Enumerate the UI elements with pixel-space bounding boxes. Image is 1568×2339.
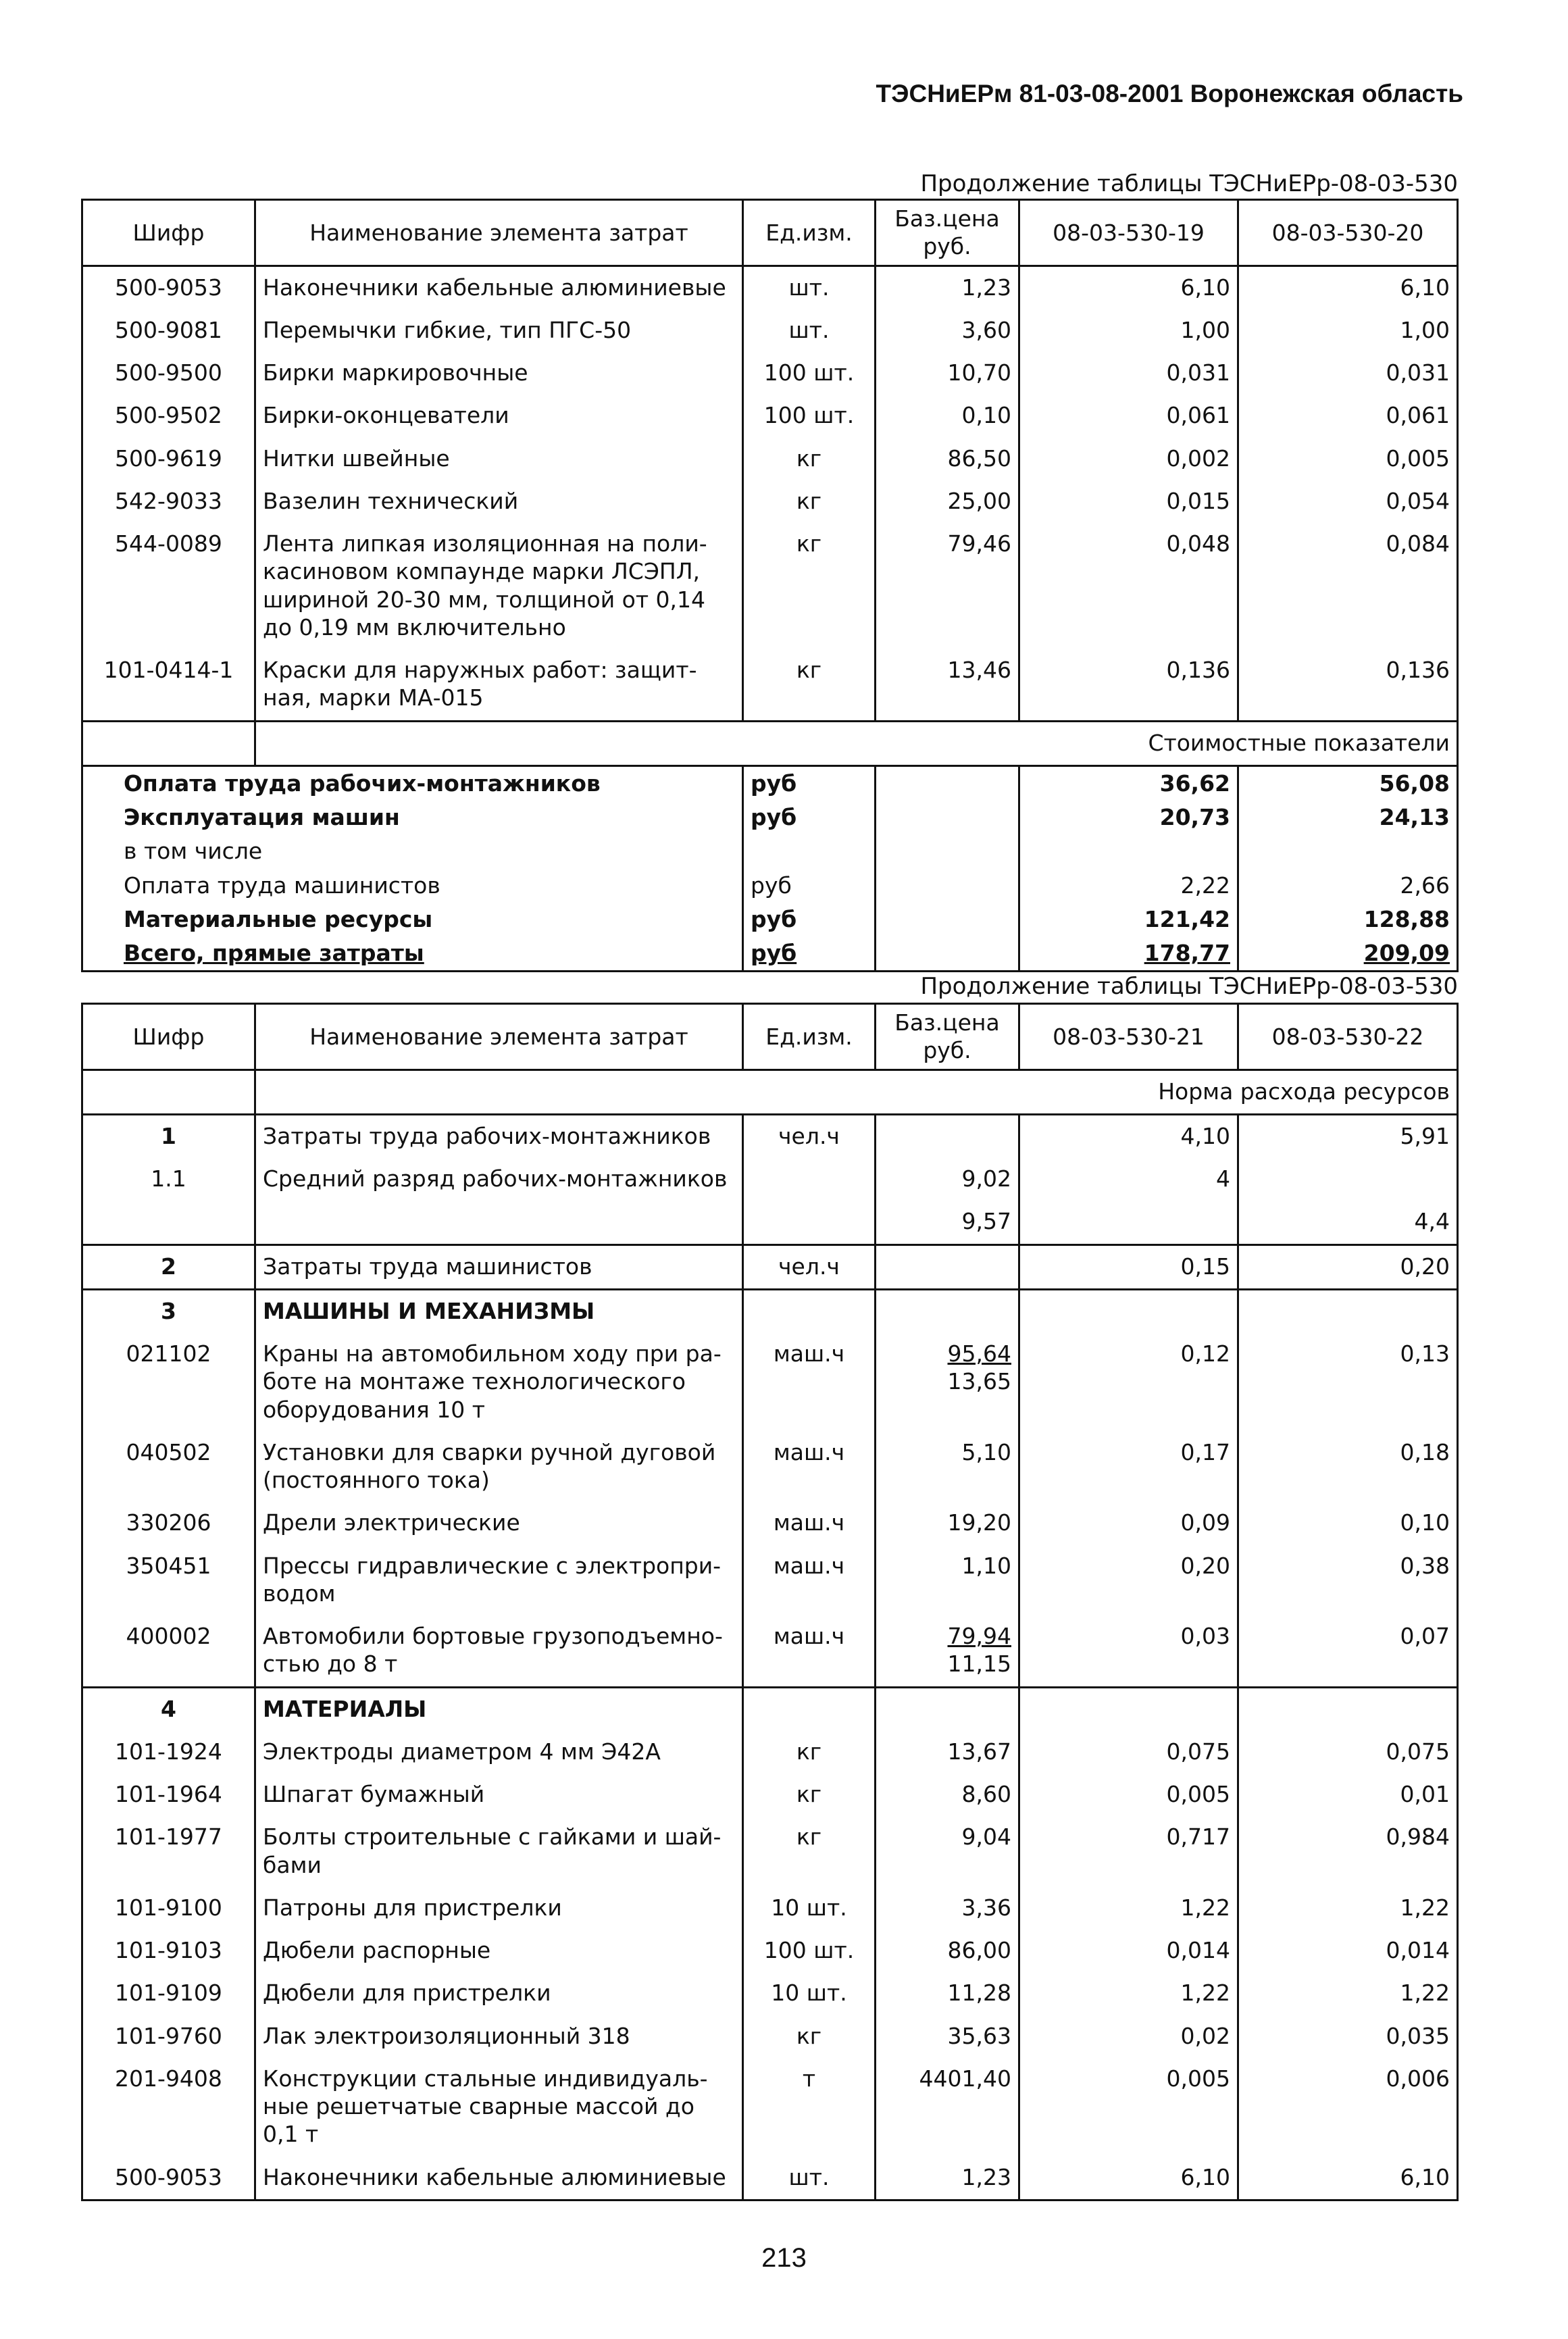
unit-cell: шт. <box>743 309 876 352</box>
name-cell: Дрели электрические <box>255 1502 743 1544</box>
code-cell: 500-9053 <box>82 2157 255 2200</box>
header-price: Баз.цена руб. <box>876 200 1019 266</box>
table1-summary <box>82 765 1458 972</box>
unit-cell: 10 шт. <box>743 1972 876 2015</box>
code-cell: 500-9053 <box>82 266 255 309</box>
section-heading: МАТЕРИАЛЫ <box>255 1687 743 1731</box>
code-cell: 040502 <box>82 1432 255 1503</box>
header-col1: 08-03-530-19 <box>1019 200 1238 266</box>
material-row <box>82 2157 1458 2200</box>
code-cell: 542-9033 <box>82 480 255 523</box>
machine-row <box>82 1615 1458 1687</box>
header-name: Наименование элемента затрат <box>255 1004 743 1070</box>
empty-cell <box>1238 1687 1458 1731</box>
value-col1-cell: 0,03 <box>1019 1615 1238 1687</box>
name-cell: Дюбели распорные <box>255 1930 743 1972</box>
material-row <box>82 2015 1458 2058</box>
value-col2-cell: 1,22 <box>1238 1972 1458 2015</box>
price-cell: 9,04 <box>876 1816 1019 1887</box>
table2-norm-section <box>82 1070 1458 1114</box>
name-cell: Затраты труда машинистов <box>255 1244 743 1289</box>
value-col2-cell: 0,005 <box>1238 438 1458 480</box>
code-cell: 101-9760 <box>82 2015 255 2058</box>
table1-cost-section <box>82 721 1458 765</box>
code-cell: 350451 <box>82 1545 255 1616</box>
code-cell: 3 <box>82 1289 255 1333</box>
spacer-cell <box>82 721 255 765</box>
material-row <box>82 1887 1458 1930</box>
unit-cell: кг <box>743 1731 876 1774</box>
value-col2-cell: 0,984 <box>1238 1816 1458 1887</box>
code-cell: 101-9109 <box>82 1972 255 2015</box>
machine-row <box>82 1502 1458 1544</box>
price-cell <box>876 1432 1019 1503</box>
name-cell: Прессы гидравлические с электропри-водом <box>255 1545 743 1616</box>
value-col1-cell: 6,10 <box>1019 2157 1238 2200</box>
price-cell: 13,67 <box>876 1731 1019 1774</box>
name-cell: Наконечники кабельные алюминиевые <box>255 266 743 309</box>
resource-table-2 <box>81 1003 1459 2201</box>
name-cell: Электроды диаметром 4 мм Э42А <box>255 1731 743 1774</box>
value-col1-cell: 1,00 <box>1019 309 1238 352</box>
unit-cell: кг <box>743 438 876 480</box>
machine-row <box>82 1432 1458 1503</box>
header-col2: 08-03-530-20 <box>1238 200 1458 266</box>
header-unit: Ед.изм. <box>743 200 876 266</box>
summary-name-cell: Всего, прямые затраты <box>82 936 743 972</box>
code-cell: 1 <box>82 1114 255 1158</box>
name-cell: Наконечники кабельные алюминиевые <box>255 2157 743 2200</box>
summary-row <box>82 869 1458 903</box>
table-row <box>82 438 1458 480</box>
table2-header-row <box>82 1004 1458 1070</box>
value-col1-cell: 0,015 <box>1019 480 1238 523</box>
value-col2-cell: 0,13 <box>1238 1333 1458 1432</box>
value-col1-cell: 4 <box>1019 1158 1238 1201</box>
unit-cell: кг <box>743 480 876 523</box>
summary-col1-cell: 20,73 <box>1019 801 1238 834</box>
price-cell: 11,28 <box>876 1972 1019 2015</box>
page-title: ТЭСНиЕРм 81-03-08-2001 Воронежская область <box>876 80 1463 107</box>
value-col1-cell: 0,048 <box>1019 523 1238 649</box>
summary-col2-cell: 128,88 <box>1238 903 1458 936</box>
name-cell: Лента липкая изоляционная на поли-касиновом компаунде марки ЛСЭПЛ, шириной 20-30 мм, толщиной от 0,14 до 0,19 мм включительно <box>255 523 743 649</box>
unit-cell: 100 шт. <box>743 395 876 437</box>
summary-col2-cell: 56,08 <box>1238 765 1458 801</box>
value-col2-cell: 0,10 <box>1238 1502 1458 1544</box>
code-cell: 2 <box>82 1244 255 1289</box>
code-cell: 500-9081 <box>82 309 255 352</box>
labor-row <box>82 1114 1458 1158</box>
value-col2-cell: 0,061 <box>1238 395 1458 437</box>
table1-header-row <box>82 200 1458 266</box>
summary-unit-cell: руб <box>743 801 876 834</box>
empty-cell <box>1019 1687 1238 1731</box>
name-cell: Болты строительные с гайками и шай-бами <box>255 1816 743 1887</box>
price-cell: 25,00 <box>876 480 1019 523</box>
price-cell: 3,60 <box>876 309 1019 352</box>
price-cell: 35,63 <box>876 2015 1019 2058</box>
unit-cell: маш.ч <box>743 1333 876 1432</box>
price-cell: 9,02 <box>876 1158 1019 1201</box>
summary-unit-cell <box>743 834 876 868</box>
code-cell: 201-9408 <box>82 2058 255 2157</box>
price-cell: 86,50 <box>876 438 1019 480</box>
unit-cell: маш.ч <box>743 1615 876 1687</box>
empty-cell <box>876 1687 1019 1731</box>
summary-col2-cell: 2,66 <box>1238 869 1458 903</box>
value-col2-cell <box>1238 1158 1458 1201</box>
name-cell: Нитки швейные <box>255 438 743 480</box>
price-cell: 3,36 <box>876 1887 1019 1930</box>
table1-continuation-label: Продолжение таблицы ТЭСНиЕРр-08-03-530 <box>920 170 1458 197</box>
name-cell: Дюбели для пристрелки <box>255 1972 743 2015</box>
table2-machines <box>82 1289 1458 1687</box>
unit-cell: кг <box>743 649 876 721</box>
price-cell: 0,10 <box>876 395 1019 437</box>
price-value: 19,20 <box>947 1509 1011 1536</box>
machine-row <box>82 1333 1458 1432</box>
code-cell: 500-9502 <box>82 395 255 437</box>
table-row <box>82 352 1458 395</box>
summary-row <box>82 936 1458 972</box>
price-cell: 1,23 <box>876 266 1019 309</box>
value-col2-cell: 0,20 <box>1238 1244 1458 1289</box>
summary-unit-cell: руб <box>743 869 876 903</box>
price-cell: 13,46 <box>876 649 1019 721</box>
name-cell: Краски для наружных работ: защит-ная, марки МА-015 <box>255 649 743 721</box>
value-col2-cell: 0,054 <box>1238 480 1458 523</box>
empty-cell <box>876 1289 1019 1333</box>
machinist-price-value: 13,65 <box>947 1368 1011 1395</box>
value-col2-cell: 0,031 <box>1238 352 1458 395</box>
value-col1-cell: 0,014 <box>1019 1930 1238 1972</box>
unit-cell: кг <box>743 1816 876 1887</box>
unit-cell: кг <box>743 2015 876 2058</box>
material-row <box>82 1930 1458 1972</box>
value-col1-cell: 6,10 <box>1019 266 1238 309</box>
code-cell: 500-9619 <box>82 438 255 480</box>
machine-row <box>82 1545 1458 1616</box>
code-cell: 4 <box>82 1687 255 1731</box>
unit-cell: маш.ч <box>743 1432 876 1503</box>
labor-row <box>82 1158 1458 1201</box>
name-cell: Затраты труда рабочих-монтажников <box>255 1114 743 1158</box>
price-value: 1,10 <box>961 1552 1011 1579</box>
header-code: Шифр <box>82 1004 255 1070</box>
unit-cell: т <box>743 2058 876 2157</box>
spacer-cell <box>82 1070 255 1114</box>
summary-col1-cell <box>1019 834 1238 868</box>
header-unit: Ед.изм. <box>743 1004 876 1070</box>
code-cell: 330206 <box>82 1502 255 1544</box>
value-col1-cell <box>1019 1201 1238 1244</box>
value-col1-cell: 0,005 <box>1019 1774 1238 1816</box>
summary-price-cell <box>876 801 1019 834</box>
price-cell <box>876 1114 1019 1158</box>
labor-row <box>82 1201 1458 1244</box>
unit-cell: маш.ч <box>743 1502 876 1544</box>
value-col1-cell: 0,002 <box>1019 438 1238 480</box>
price-cell: 79,46 <box>876 523 1019 649</box>
summary-price-cell <box>876 834 1019 868</box>
unit-cell <box>743 1201 876 1244</box>
price-cell <box>876 1502 1019 1544</box>
unit-cell: шт. <box>743 2157 876 2200</box>
name-cell: Патроны для пристрелки <box>255 1887 743 1930</box>
summary-unit-cell: руб <box>743 936 876 972</box>
value-col1-cell: 0,075 <box>1019 1731 1238 1774</box>
value-col1-cell: 0,717 <box>1019 1816 1238 1887</box>
price-cell <box>876 1545 1019 1616</box>
value-col2-cell: 0,18 <box>1238 1432 1458 1503</box>
price-cell: 4401,40 <box>876 2058 1019 2157</box>
table-row <box>82 523 1458 649</box>
summary-row <box>82 903 1458 936</box>
price-cell: 86,00 <box>876 1930 1019 1972</box>
summary-col2-cell: 24,13 <box>1238 801 1458 834</box>
summary-col1-cell: 2,22 <box>1019 869 1238 903</box>
summary-name-cell: Материальные ресурсы <box>82 903 743 936</box>
value-col1-cell: 0,09 <box>1019 1502 1238 1544</box>
value-col2-cell: 0,38 <box>1238 1545 1458 1616</box>
name-cell: Краны на автомобильном ходу при ра-боте на монтаже технологического оборудования 10 т <box>255 1333 743 1432</box>
unit-cell: 100 шт. <box>743 1930 876 1972</box>
table-row <box>82 480 1458 523</box>
unit-cell: чел.ч <box>743 1114 876 1158</box>
summary-col1-cell: 178,77 <box>1019 936 1238 972</box>
value-col2-cell: 0,07 <box>1238 1615 1458 1687</box>
code-cell: 101-1924 <box>82 1731 255 1774</box>
name-cell: Бирки-оконцеватели <box>255 395 743 437</box>
summary-name-cell: в том числе <box>82 834 743 868</box>
empty-cell <box>1238 1289 1458 1333</box>
material-row <box>82 1972 1458 2015</box>
unit-cell: 10 шт. <box>743 1887 876 1930</box>
value-col1-cell: 0,136 <box>1019 649 1238 721</box>
machinists-row <box>82 1244 1458 1289</box>
table2-machinists <box>82 1244 1458 1289</box>
price-value: 5,10 <box>961 1438 1011 1465</box>
machinist-price-value: 11,15 <box>947 1651 1011 1678</box>
table2-continuation-label: Продолжение таблицы ТЭСНиЕРр-08-03-530 <box>920 973 1458 1000</box>
code-cell: 021102 <box>82 1333 255 1432</box>
summary-col1-cell: 121,42 <box>1019 903 1238 936</box>
value-col2-cell: 1,00 <box>1238 309 1458 352</box>
value-col1-cell: 1,22 <box>1019 1887 1238 1930</box>
header-code: Шифр <box>82 200 255 266</box>
unit-cell: чел.ч <box>743 1244 876 1289</box>
name-cell: Установки для сварки ручной дуговой (постоянного тока) <box>255 1432 743 1503</box>
empty-cell <box>743 1289 876 1333</box>
value-col1-cell: 0,005 <box>1019 2058 1238 2157</box>
name-cell: Перемычки гибкие, тип ПГС-50 <box>255 309 743 352</box>
name-cell: Средний разряд рабочих-монтажников <box>255 1158 743 1201</box>
header-col2: 08-03-530-22 <box>1238 1004 1458 1070</box>
name-cell: Бирки маркировочные <box>255 352 743 395</box>
section-heading: МАШИНЫ И МЕХАНИЗМЫ <box>255 1289 743 1333</box>
value-col2-cell: 0,035 <box>1238 2015 1458 2058</box>
header-price: Баз.цена руб. <box>876 1004 1019 1070</box>
name-cell: Шпагат бумажный <box>255 1774 743 1816</box>
unit-cell: кг <box>743 523 876 649</box>
machines-heading-row <box>82 1289 1458 1333</box>
price-cell <box>876 1333 1019 1432</box>
name-cell: Автомобили бортовые грузоподъемно-стью до 8 т <box>255 1615 743 1687</box>
price-cell: 10,70 <box>876 352 1019 395</box>
price-value: 95,64 <box>947 1340 1011 1367</box>
value-col1-cell: 0,061 <box>1019 395 1238 437</box>
summary-price-cell <box>876 869 1019 903</box>
norm-section-label: Норма расхода ресурсов <box>255 1070 1458 1114</box>
unit-cell: кг <box>743 1774 876 1816</box>
summary-col1-cell: 36,62 <box>1019 765 1238 801</box>
unit-cell: шт. <box>743 266 876 309</box>
value-col1-cell: 0,12 <box>1019 1333 1238 1432</box>
header-col1: 08-03-530-21 <box>1019 1004 1238 1070</box>
code-cell: 101-0414-1 <box>82 649 255 721</box>
table2-labor <box>82 1114 1458 1244</box>
summary-price-cell <box>876 903 1019 936</box>
code-cell: 101-1964 <box>82 1774 255 1816</box>
price-cell: 8,60 <box>876 1774 1019 1816</box>
value-col1-cell: 4,10 <box>1019 1114 1238 1158</box>
unit-cell: 100 шт. <box>743 352 876 395</box>
summary-name-cell: Эксплуатация машин <box>82 801 743 834</box>
summary-row <box>82 801 1458 834</box>
name-cell: Конструкции стальные индивидуаль-ные решетчатые сварные массой до 0,1 т <box>255 2058 743 2157</box>
material-row <box>82 1774 1458 1816</box>
empty-cell <box>1019 1289 1238 1333</box>
name-cell: Вазелин технический <box>255 480 743 523</box>
summary-col2-cell <box>1238 834 1458 868</box>
code-cell: 500-9500 <box>82 352 255 395</box>
summary-name-cell: Оплата труда машинистов <box>82 869 743 903</box>
value-col1-cell: 0,20 <box>1019 1545 1238 1616</box>
summary-unit-cell: руб <box>743 765 876 801</box>
table-row <box>82 266 1458 309</box>
value-col1-cell: 0,15 <box>1019 1244 1238 1289</box>
summary-name-cell: Оплата труда рабочих-монтажников <box>82 765 743 801</box>
table-row <box>82 309 1458 352</box>
material-row <box>82 1816 1458 1887</box>
value-col2-cell: 6,10 <box>1238 266 1458 309</box>
value-col2-cell: 4,4 <box>1238 1201 1458 1244</box>
code-cell: 544-0089 <box>82 523 255 649</box>
header-name: Наименование элемента затрат <box>255 200 743 266</box>
summary-col2-cell: 209,09 <box>1238 936 1458 972</box>
value-col2-cell: 0,006 <box>1238 2058 1458 2157</box>
summary-price-cell <box>876 765 1019 801</box>
table-row <box>82 395 1458 437</box>
value-col1-cell: 0,031 <box>1019 352 1238 395</box>
value-col2-cell: 0,084 <box>1238 523 1458 649</box>
value-col2-cell: 0,01 <box>1238 1774 1458 1816</box>
value-col2-cell: 0,014 <box>1238 1930 1458 1972</box>
code-cell: 101-9103 <box>82 1930 255 1972</box>
empty-cell <box>743 1687 876 1731</box>
price-cell: 9,57 <box>876 1201 1019 1244</box>
unit-cell <box>743 1158 876 1201</box>
name-cell: Лак электроизоляционный 318 <box>255 2015 743 2058</box>
price-cell <box>876 1615 1019 1687</box>
code-cell: 1.1 <box>82 1158 255 1201</box>
summary-row <box>82 834 1458 868</box>
value-col1-cell: 0,17 <box>1019 1432 1238 1503</box>
table-row <box>82 649 1458 721</box>
value-col2-cell: 5,91 <box>1238 1114 1458 1158</box>
summary-price-cell <box>876 936 1019 972</box>
value-col2-cell: 6,10 <box>1238 2157 1458 2200</box>
name-cell <box>255 1201 743 1244</box>
page-number: 213 <box>761 2243 807 2273</box>
table2-materials <box>82 1687 1458 2200</box>
material-row <box>82 1731 1458 1774</box>
material-row <box>82 2058 1458 2157</box>
summary-unit-cell: руб <box>743 903 876 936</box>
price-value: 79,94 <box>947 1623 1011 1649</box>
price-cell: 1,23 <box>876 2157 1019 2200</box>
value-col1-cell: 0,02 <box>1019 2015 1238 2058</box>
code-cell: 400002 <box>82 1615 255 1687</box>
resource-table-1 <box>81 199 1459 972</box>
price-cell <box>876 1244 1019 1289</box>
code-cell: 101-1977 <box>82 1816 255 1887</box>
value-col2-cell: 0,136 <box>1238 649 1458 721</box>
materials-heading-row <box>82 1687 1458 1731</box>
value-col2-cell: 1,22 <box>1238 1887 1458 1930</box>
unit-cell: маш.ч <box>743 1545 876 1616</box>
table1-body <box>82 266 1458 721</box>
value-col1-cell: 1,22 <box>1019 1972 1238 2015</box>
code-cell: 101-9100 <box>82 1887 255 1930</box>
value-col2-cell: 0,075 <box>1238 1731 1458 1774</box>
summary-row <box>82 765 1458 801</box>
cost-section-label: Стоимостные показатели <box>255 721 1458 765</box>
code-cell <box>82 1201 255 1244</box>
